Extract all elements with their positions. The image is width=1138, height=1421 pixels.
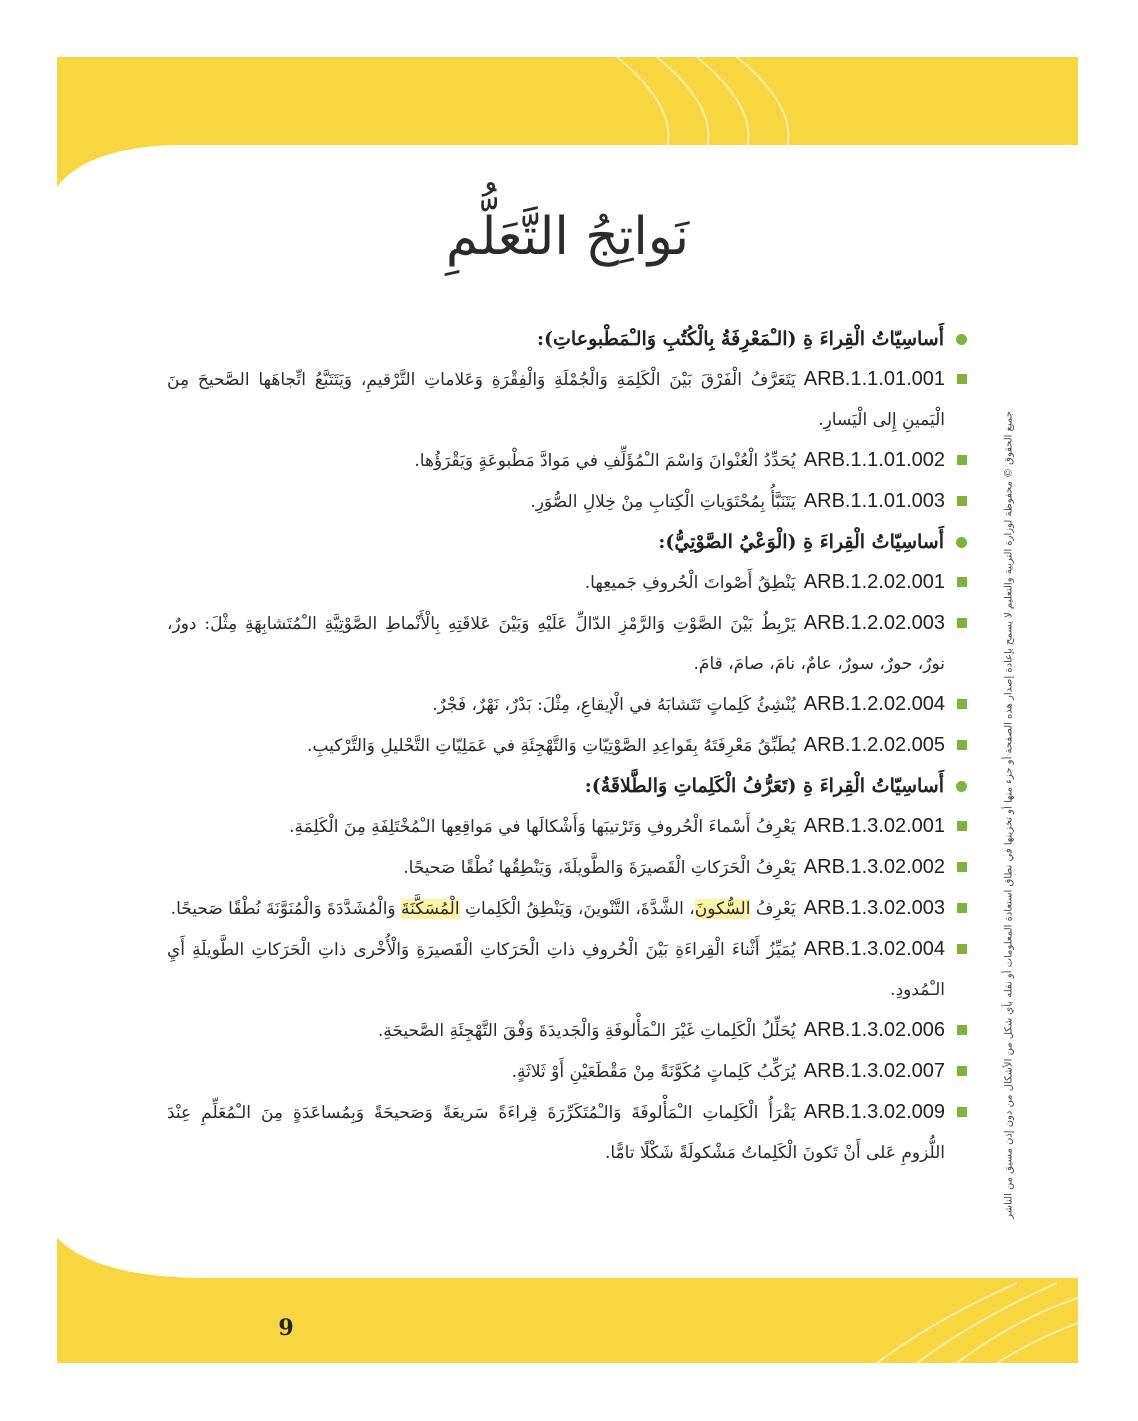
outcome-item xyxy=(167,806,967,847)
outcome-item xyxy=(167,481,967,522)
bullet-square-icon xyxy=(957,1025,967,1035)
bullet-dot-icon xyxy=(956,334,967,345)
outcome-code: ARB.1.3.02.002 xyxy=(803,856,945,878)
outcome-text: يُنْشِئُ كَلِماتٍ تَتَشابَهُ في الْإيقاعِ، مِثْلَ: بَدْرٌ، نَهْرٌ، فَجْرٌ. xyxy=(432,695,796,715)
bullet-square-icon xyxy=(957,821,967,831)
bullet-square-icon xyxy=(957,1107,967,1117)
outcome-item xyxy=(167,603,967,684)
outcome-text-part: يَعْرِفُ xyxy=(750,899,796,919)
learning-outcomes-list xyxy=(167,319,967,1173)
bullet-square-icon xyxy=(957,577,967,587)
outcome-text: يُحَدِّدُ الْعُنْوانَ وَاسْمَ الـْمُؤَلِّفِ في مَوادَّ مَطْبوعَةٍ وَيَقْرَؤُها. xyxy=(414,451,796,471)
outcome-text-part: ، الشَّدَّةَ، التَّنْوينَ، وَيَنْطِقُ الْكَلِماتِ xyxy=(459,899,695,919)
outcome-item xyxy=(167,847,967,888)
highlighted-term: الْمُسَكَّنَةَ xyxy=(401,899,460,919)
outcome-text: يُرَكِّبُ كَلِماتٍ مُكَوَّنَةً مِنْ مَقْطَعَيْنِ أَوْ ثَلاثَةٍ. xyxy=(511,1062,796,1082)
outcome-item xyxy=(167,684,967,725)
outcome-code: ARB.1.3.02.009 xyxy=(803,1101,945,1123)
outcome-code: ARB.1.3.02.001 xyxy=(803,815,945,837)
outcome-item xyxy=(167,1010,967,1051)
outcome-item xyxy=(167,440,967,481)
outcome-item xyxy=(167,1092,967,1173)
highlighted-term: السُّكونَ xyxy=(694,899,751,919)
outcome-text: يَعْرِفُ الْحَرَكاتِ الْقَصيرَةَ وَالطَّويلَةَ، وَيَنْطِقُها نُطْقًا صَحيحًا. xyxy=(403,858,796,878)
outcome-text: يَعْرِفُ أَسْماءَ الْحُروفِ وَتَرْتيبَها وَأَشْكالَها في مَواقِعِها الـْمُخْتَلِفَةِ مِنَ الْكَلِمَةِ. xyxy=(289,817,796,837)
section-heading xyxy=(167,522,967,562)
outcome-code: ARB.1.3.02.004 xyxy=(803,938,945,960)
outcome-text: يَتَنَبَّأُ بِمُحْتَوَياتِ الْكِتابِ مِنْ خِلالِ الصُّوَرِ. xyxy=(530,492,796,512)
outcome-code: ARB.1.3.02.007 xyxy=(803,1060,945,1082)
section-heading xyxy=(167,766,967,806)
section-heading-text: أَساسِيّاتُ الْقِراءَ ةِ (الْوَعْيُ الصَّوْتِيُّ): xyxy=(658,531,944,553)
outcome-code: ARB.1.1.01.001 xyxy=(803,368,945,390)
outcome-text: يَقْرَأُ الْكَلِماتِ الـْمَأْلوفَةَ وَالـْمُتَكَرِّرَةَ قِراءَةً سَريعَةً وَصَحيحَةً وَبِمُساعَدَةٍ مِنَ الـْمُعَلِّمِ عِنْدَ اللُّزومِ عَلى أَنْ تَكونَ الْكَلِماتُ مَشْكولَةً شَكْلًا تامًّا. xyxy=(167,1103,945,1163)
outcome-text-part: وَالْمُشَدَّدَةَ وَالْمُنَوَّنَةَ نُطْقًا صَحيحًا. xyxy=(170,899,402,919)
outcome-text: يُمَيِّزُ أَثْناءَ الْقِراءَةِ بَيْنَ الْحُروفِ ذاتِ الْحَرَكاتِ الْقَصيرَةِ وَالْأُخْرى ذاتِ الْحَرَكاتِ الطَّويلَةِ أَيِ الـْمُدودِ. xyxy=(167,940,945,1000)
section-heading-text: أَساسِيّاتُ الْقِراءَ ةِ (الـْمَعْرِفَةُ بِالْكُتُبِ وَالـْمَطْبوعاتِ): xyxy=(537,328,944,350)
bottom-decorative-band xyxy=(57,1228,1078,1363)
outcome-item xyxy=(167,1051,967,1092)
bullet-square-icon xyxy=(957,496,967,506)
document-page xyxy=(57,57,1078,1363)
bullet-square-icon xyxy=(957,455,967,465)
top-decorative-band xyxy=(57,57,1078,202)
outcome-text: يَنْطِقُ أَصْواتَ الْحُروفِ جَميعِها. xyxy=(584,573,796,593)
outcome-code: ARB.1.2.02.003 xyxy=(803,612,945,634)
outcome-code: ARB.1.2.02.001 xyxy=(803,571,945,593)
bullet-square-icon xyxy=(957,699,967,709)
outcome-item xyxy=(167,562,967,603)
bullet-square-icon xyxy=(957,618,967,628)
copyright-side-note xyxy=(995,372,1023,1258)
bullet-square-icon xyxy=(957,1066,967,1076)
bullet-square-icon xyxy=(957,374,967,384)
outcome-text: يَرْبِطُ بَيْنَ الصَّوْتِ وَالرَّمْزِ الدّالِّ عَلَيْهِ وَبَيْنَ عَلاقَتِهِ بِالْأَنْماطِ الصَّوْتِيَّةِ الـْمُتَشابِهَةِ مِثْلَ: دورٌ، نورٌ، حورٌ، سورٌ، عامٌ، نامَ، صامَ، قامَ. xyxy=(167,614,945,674)
section-heading-text: أَساسِيّاتُ الْقِراءَ ةِ (تَعَرُّفُ الْكَلِماتِ وَالطَّلاقَةُ): xyxy=(584,775,944,797)
outcome-code: ARB.1.1.01.003 xyxy=(803,490,945,512)
bullet-square-icon xyxy=(957,740,967,750)
bullet-square-icon xyxy=(957,944,967,954)
outcome-item xyxy=(167,888,967,929)
bullet-square-icon xyxy=(957,862,967,872)
outcome-item xyxy=(167,929,967,1010)
page-number: 9 xyxy=(278,1315,294,1341)
section-heading xyxy=(167,319,967,359)
outcome-item xyxy=(167,359,967,440)
outcome-code: ARB.1.2.02.004 xyxy=(803,693,945,715)
bullet-dot-icon xyxy=(956,537,967,548)
outcome-code: ARB.1.3.02.006 xyxy=(803,1019,945,1041)
page-title: نَواتِجُ التَّعَلُّمِ xyxy=(445,207,690,267)
outcome-text: يُطَبِّقُ مَعْرِفَتَهُ بِقَواعِدِ الصَّوْتِيّاتِ وَالتَّهْجِئَةِ في عَمَلِيّاتِ التَّحْليلِ وَالتَّرْكيبِ. xyxy=(307,736,796,756)
bullet-dot-icon xyxy=(956,781,967,792)
outcome-code: ARB.1.2.02.005 xyxy=(803,734,945,756)
outcome-item xyxy=(167,725,967,766)
outcome-text: يُحَلِّلُ الْكَلِماتِ غَيْرَ الـْمَأْلوفَةِ وَالْجَديدَةَ وَفْقَ التَّهْجِئَةِ الصَّحيحَةِ. xyxy=(377,1021,796,1041)
outcome-text: يَتَعَرَّفُ الْفَرْقَ بَيْنَ الْكَلِمَةِ وَالْجُمْلَةِ وَالْفِقْرَةِ وَعَلاماتِ التَّرْقيمِ، وَيَتَتَبَّعُ اتِّجاهَها الصَّحيحَ مِنَ الْيَمينِ إِلى الْيَسارِ. xyxy=(167,370,945,430)
bullet-square-icon xyxy=(957,903,967,913)
outcome-code: ARB.1.3.02.003 xyxy=(803,897,945,919)
outcome-code: ARB.1.1.01.002 xyxy=(803,449,945,471)
copyright-text: جميع الحقوق © محفوظة لوزارة التربية والتعليم لا يسمح بإعادة إصدار هذه الصفحة أو جزء منها أو تخزينها في نطاق استعادة المعلومات أو نقله بأي شكل من الأشكال من دون إذن مسبق من الناشر xyxy=(1003,411,1015,1219)
